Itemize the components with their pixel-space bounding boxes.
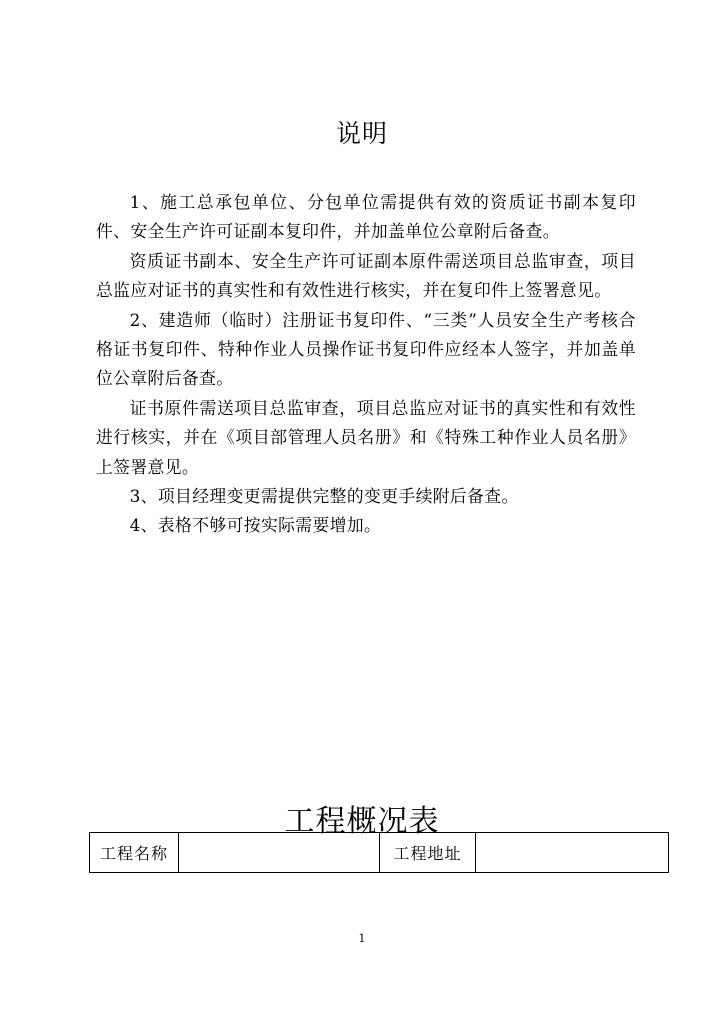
- project-address-label: 工程地址: [380, 833, 476, 873]
- page-heading: 说明: [335, 119, 388, 148]
- instruction-paragraph-1: 1、施工总承包单位、分包单位需提供有效的资质证书副本复印件、安全生产许可证副本复印件，并加盖单位公章附后备查。: [96, 192, 636, 242]
- project-name-cell[interactable]: [179, 833, 380, 873]
- project-overview-table: [89, 832, 669, 873]
- instruction-paragraph-5: 3、项目经理变更需提供完整的变更手续附后备查。: [129, 486, 519, 507]
- project-overview-title: 工程概况表: [284, 804, 440, 839]
- table-row: [90, 833, 669, 873]
- project-address-cell[interactable]: [476, 833, 669, 873]
- page-number: 1: [358, 932, 366, 945]
- instruction-paragraph-4: 证书原件需送项目总监审查，项目总监应对证书的真实性和有效性进行核实，并在《项目部管理人员名册》和《特殊工种作业人员名册》上签署意见。: [96, 397, 636, 477]
- instruction-paragraph-3: 2、建造师（临时）注册证书复印件、“三类”人员安全生产考核合格证书复印件、特种作业人员操作证书复印件应经本人签字，并加盖单位公章附后备查。: [96, 309, 636, 389]
- project-name-label: 工程名称: [90, 833, 179, 873]
- instruction-paragraph-6: 4、表格不够可按实际需要增加。: [129, 515, 382, 536]
- instruction-paragraph-2: 资质证书副本、安全生产许可证副本原件需送项目总监审查，项目总监应对证书的真实性和有效性进行核实，并在复印件上签署意见。: [96, 250, 636, 301]
- instructions-body: [96, 188, 636, 541]
